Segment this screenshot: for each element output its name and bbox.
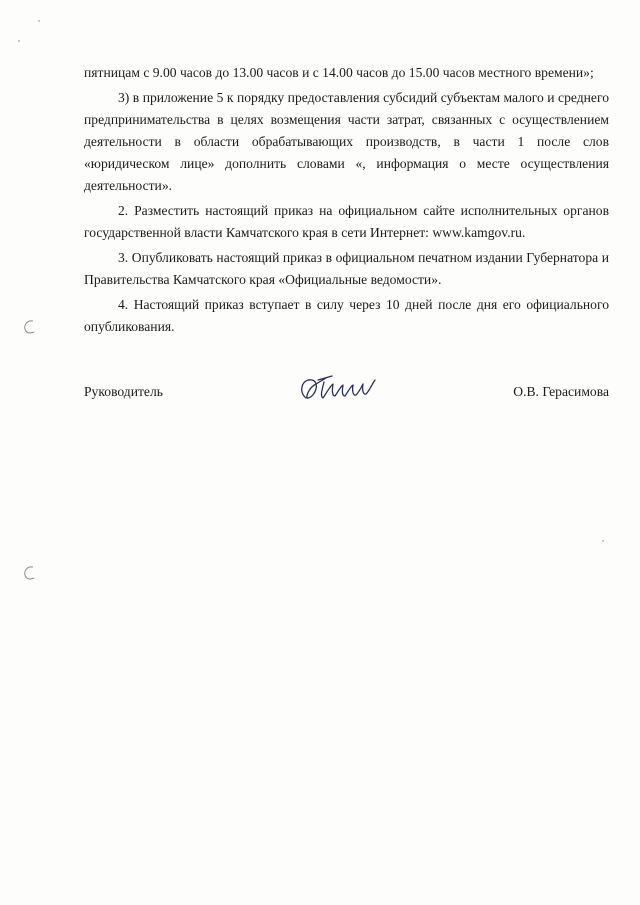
document-body [84, 62, 609, 341]
punch-hole-mark [22, 318, 36, 336]
paragraph-continuation: пятницам с 9.00 часов до 13.00 часов и с 14.00 часов до 15.00 часов местного времени»; [84, 65, 594, 80]
scan-speck [602, 540, 604, 542]
signatory-title: Руководитель [84, 384, 163, 399]
paragraph-item-3-publish-print: 3. Опубликовать настоящий приказ в официальном печатном издании Губернатора и Правительства Камчатского края «Официальные ведомости». [84, 250, 609, 287]
scan-speck [38, 20, 40, 22]
signatory-name: О.В. Герасимова [513, 384, 609, 399]
signature-block [84, 384, 609, 408]
scan-speck [18, 40, 20, 42]
paragraph-item-3: 3) в приложение 5 к порядку предоставления субсидий субъектам малого и среднего предпринимательства в целях возмещения части затрат, связанных с осуществлением деятельности в области обрабатывающих производств, в части 1 после слов «юридическом лице» дополнить словами «, информация о месте осуществления деятельности». [84, 90, 609, 193]
handwritten-signature [296, 370, 378, 410]
paragraph-item-2-publish-site: 2. Разместить настоящий приказ на официальном сайте исполнительных органов государственной власти Камчатского края в сети Интернет: www.kamgov.ru. [84, 203, 609, 240]
punch-hole-mark [22, 564, 36, 582]
paragraph-item-4-effective: 4. Настоящий приказ вступает в силу через 10 дней после дня его официального опубликования. [84, 297, 609, 334]
